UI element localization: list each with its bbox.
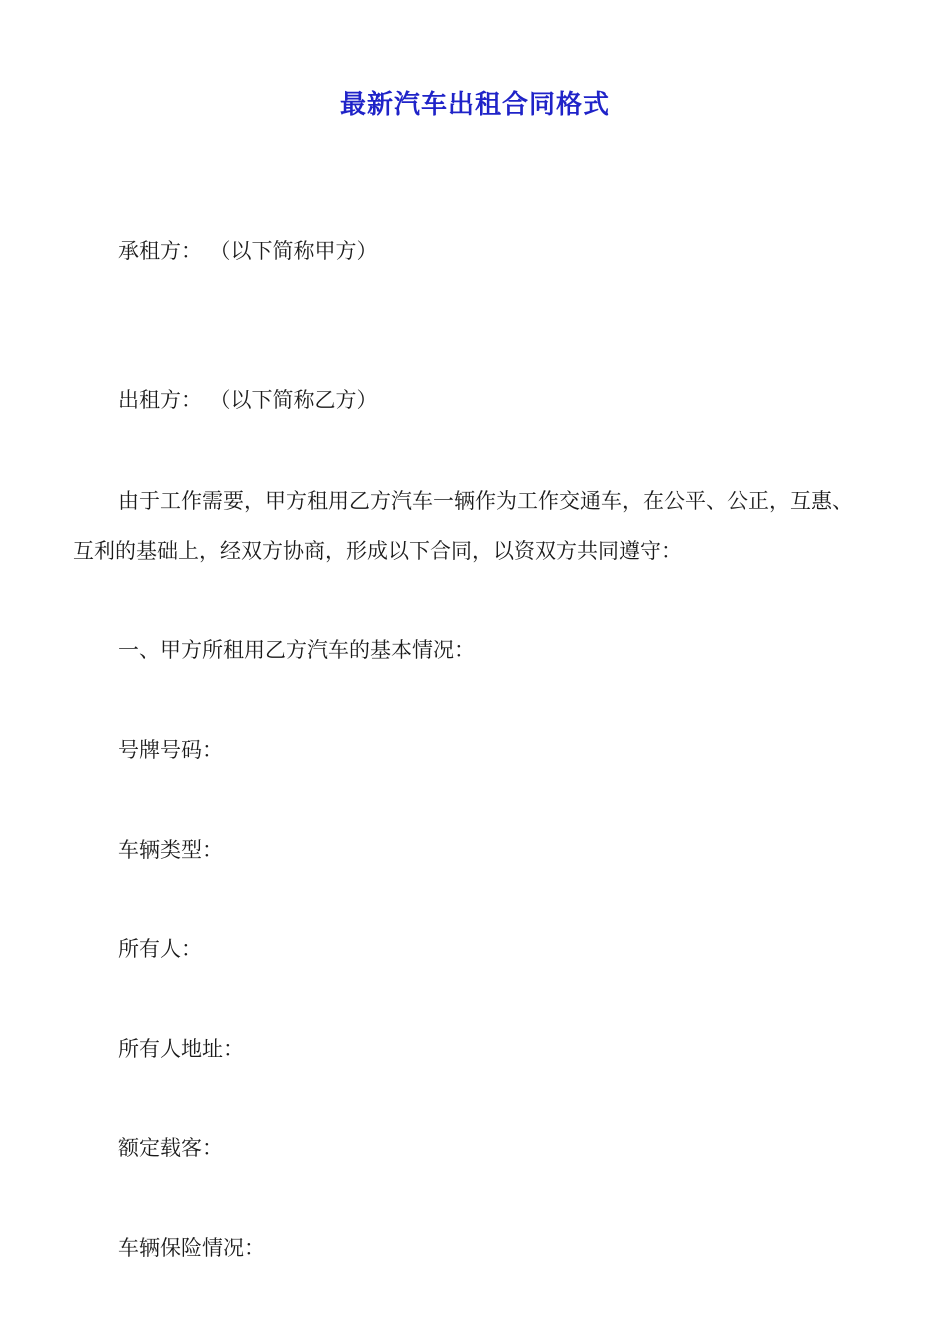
lessee-line	[118, 236, 378, 266]
field-vehicle-type: 车辆类型：	[118, 838, 223, 862]
lessor-line	[118, 385, 378, 415]
field-owner: 所有人：	[118, 937, 202, 961]
field-owner-address: 所有人地址：	[118, 1037, 244, 1061]
lessee-label: 承租方：	[118, 239, 202, 263]
intro-line-1: 由于工作需要，甲方租用乙方汽车一辆作为工作交通车，在公平、公正，互惠、	[118, 489, 853, 513]
intro-line-2: 互利的基础上，经双方协商，形成以下合同，以资双方共同遵守：	[73, 539, 682, 563]
lessor-note: （以下简称乙方）	[220, 388, 378, 412]
field-insurance: 车辆保险情况：	[118, 1236, 265, 1260]
lessee-note: （以下简称甲方）	[220, 239, 378, 263]
document-title: 最新汽车出租合同格式	[339, 90, 610, 120]
section-1-heading: 一、甲方所租用乙方汽车的基本情况：	[118, 638, 475, 662]
field-plate-number: 号牌号码：	[118, 738, 223, 762]
lessor-label: 出租方：	[118, 388, 202, 412]
field-seating-capacity: 额定载客：	[118, 1136, 223, 1160]
